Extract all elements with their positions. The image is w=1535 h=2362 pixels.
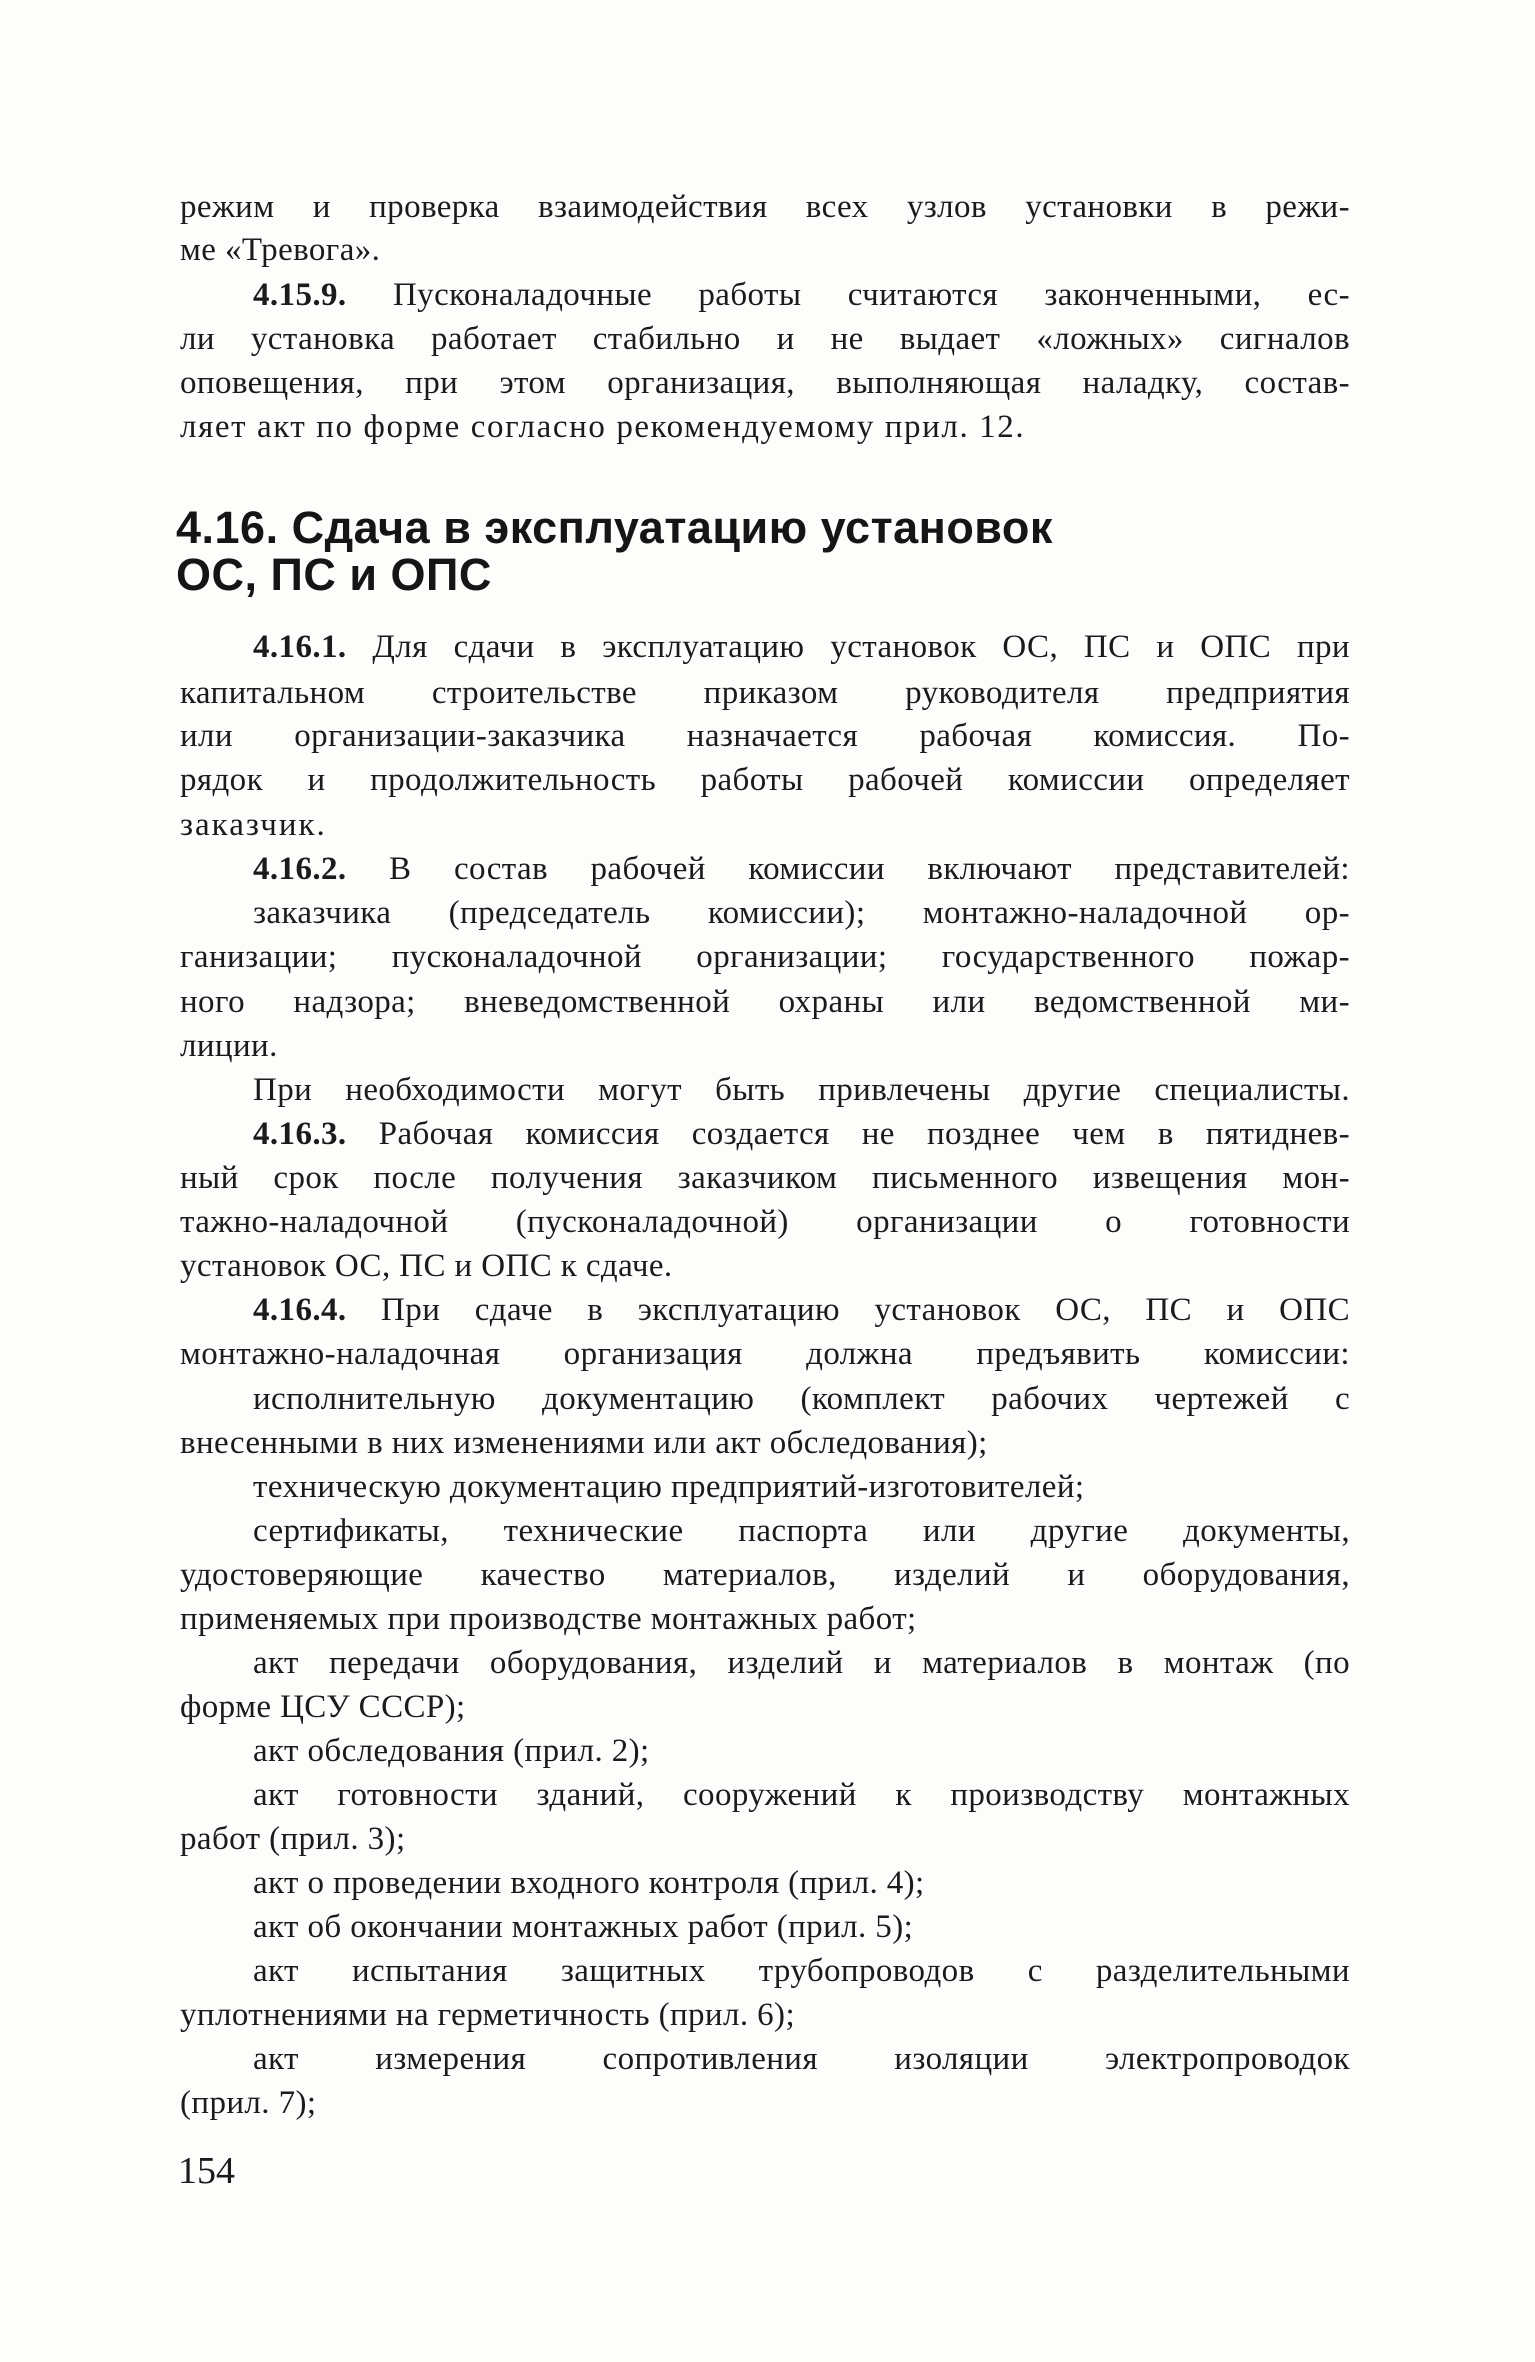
text-line: (прил. 7); xyxy=(180,2085,317,2121)
text-line: уплотнениями на герметичность (прил. 6); xyxy=(180,1997,796,2033)
list-line: акт готовности зданий, сооружений к производству монтажных xyxy=(253,1777,1350,1813)
clause-text: В состав рабочей комиссии включают представителей: xyxy=(346,851,1350,887)
text-line: форме ЦСУ СССР); xyxy=(180,1689,466,1725)
text-line: ли установка работает стабильно и не выдает «ложных» сигналов xyxy=(180,321,1350,357)
list-line: исполнительную документацию (комплект рабочих чертежей с xyxy=(253,1381,1350,1417)
clause-text: При сдаче в эксплуатацию установок ОС, ПС и ОПС xyxy=(346,1292,1350,1328)
text-line: оповещения, при этом организация, выполняющая наладку, состав- xyxy=(180,365,1350,401)
text-line: ного надзора; вневедомственной охраны или ведомственной ми- xyxy=(180,984,1350,1020)
clause-number: 4.16.4. xyxy=(253,1292,347,1328)
clause-text: Для сдачи в эксплуатацию установок ОС, ПС и ОПС при xyxy=(346,629,1350,665)
text-line: установок ОС, ПС и ОПС к сдаче. xyxy=(180,1248,673,1284)
text-line: работ (прил. 3); xyxy=(180,1821,406,1857)
text-line: удостоверяющие качество материалов, изделий и оборудования, xyxy=(180,1557,1350,1593)
clause-number: 4.16.1. xyxy=(253,629,347,665)
list-line: акт измерения сопротивления изоляции электропроводок xyxy=(253,2041,1350,2077)
page-number: 154 xyxy=(178,2150,235,2192)
text-line: лиции. xyxy=(180,1028,278,1064)
paragraph-line: При необходимости могут быть привлечены другие специалисты. xyxy=(253,1072,1350,1108)
text-line: ляет акт по форме согласно рекомендуемому прил. 12. xyxy=(180,409,1026,445)
list-line: акт обследования (прил. 2); xyxy=(253,1733,650,1769)
clause-number: 4.16.2. xyxy=(253,851,347,887)
text-line: капитальном строительстве приказом руководителя предприятия xyxy=(180,675,1350,711)
list-line: акт передачи оборудования, изделий и материалов в монтаж (по xyxy=(253,1645,1350,1681)
list-line: заказчика (председатель комиссии); монтажно-наладочной ор- xyxy=(253,895,1350,931)
paragraph-line xyxy=(253,279,1350,312)
section-heading-continued: ОС, ПС и ОПС xyxy=(176,549,492,600)
paragraph-line xyxy=(253,1118,1350,1151)
paragraph-line xyxy=(253,853,1350,886)
list-line: техническую документацию предприятий-изготовителей; xyxy=(253,1469,1085,1505)
list-line: акт испытания защитных трубопроводов с разделительными xyxy=(253,1953,1350,1989)
clause-text: Рабочая комиссия создается не позднее чем в пятиднев- xyxy=(346,1116,1350,1152)
text-line: ганизации; пусконаладочной организации; государственного пожар- xyxy=(180,939,1350,975)
paragraph-line xyxy=(253,631,1350,664)
text-line: рядок и продолжительность работы рабочей комиссии определяет xyxy=(180,762,1350,798)
list-line: акт о проведении входного контроля (прил. 4); xyxy=(253,1865,925,1901)
clause-number: 4.15.9. xyxy=(253,277,347,313)
text-line: ный срок после получения заказчиком письменного извещения мон- xyxy=(180,1160,1350,1196)
clause-text: Пусконаладочные работы считаются законченными, ес- xyxy=(346,277,1350,313)
text-line: внесенными в них изменениями или акт обследования); xyxy=(180,1425,988,1461)
list-line: акт об окончании монтажных работ (прил. 5); xyxy=(253,1909,914,1945)
text-line: применяемых при производстве монтажных работ; xyxy=(180,1601,917,1637)
text-line: тажно-наладочной (пусконаладочной) организации о готовности xyxy=(180,1204,1350,1240)
text-line: или организации-заказчика назначается рабочая комиссия. По- xyxy=(180,718,1350,754)
text-line: монтажно-наладочная организация должна предъявить комиссии: xyxy=(180,1336,1350,1372)
section-heading: 4.16. Сдача в эксплуатацию установок xyxy=(176,502,1053,553)
text-line: ме «Тревога». xyxy=(180,232,381,268)
list-line: сертификаты, технические паспорта или другие документы, xyxy=(253,1513,1350,1549)
text-line: заказчик. xyxy=(180,807,327,843)
text-line: режим и проверка взаимодействия всех узлов установки в режи- xyxy=(180,189,1350,225)
clause-number: 4.16.3. xyxy=(253,1116,347,1152)
paragraph-line xyxy=(253,1294,1350,1327)
